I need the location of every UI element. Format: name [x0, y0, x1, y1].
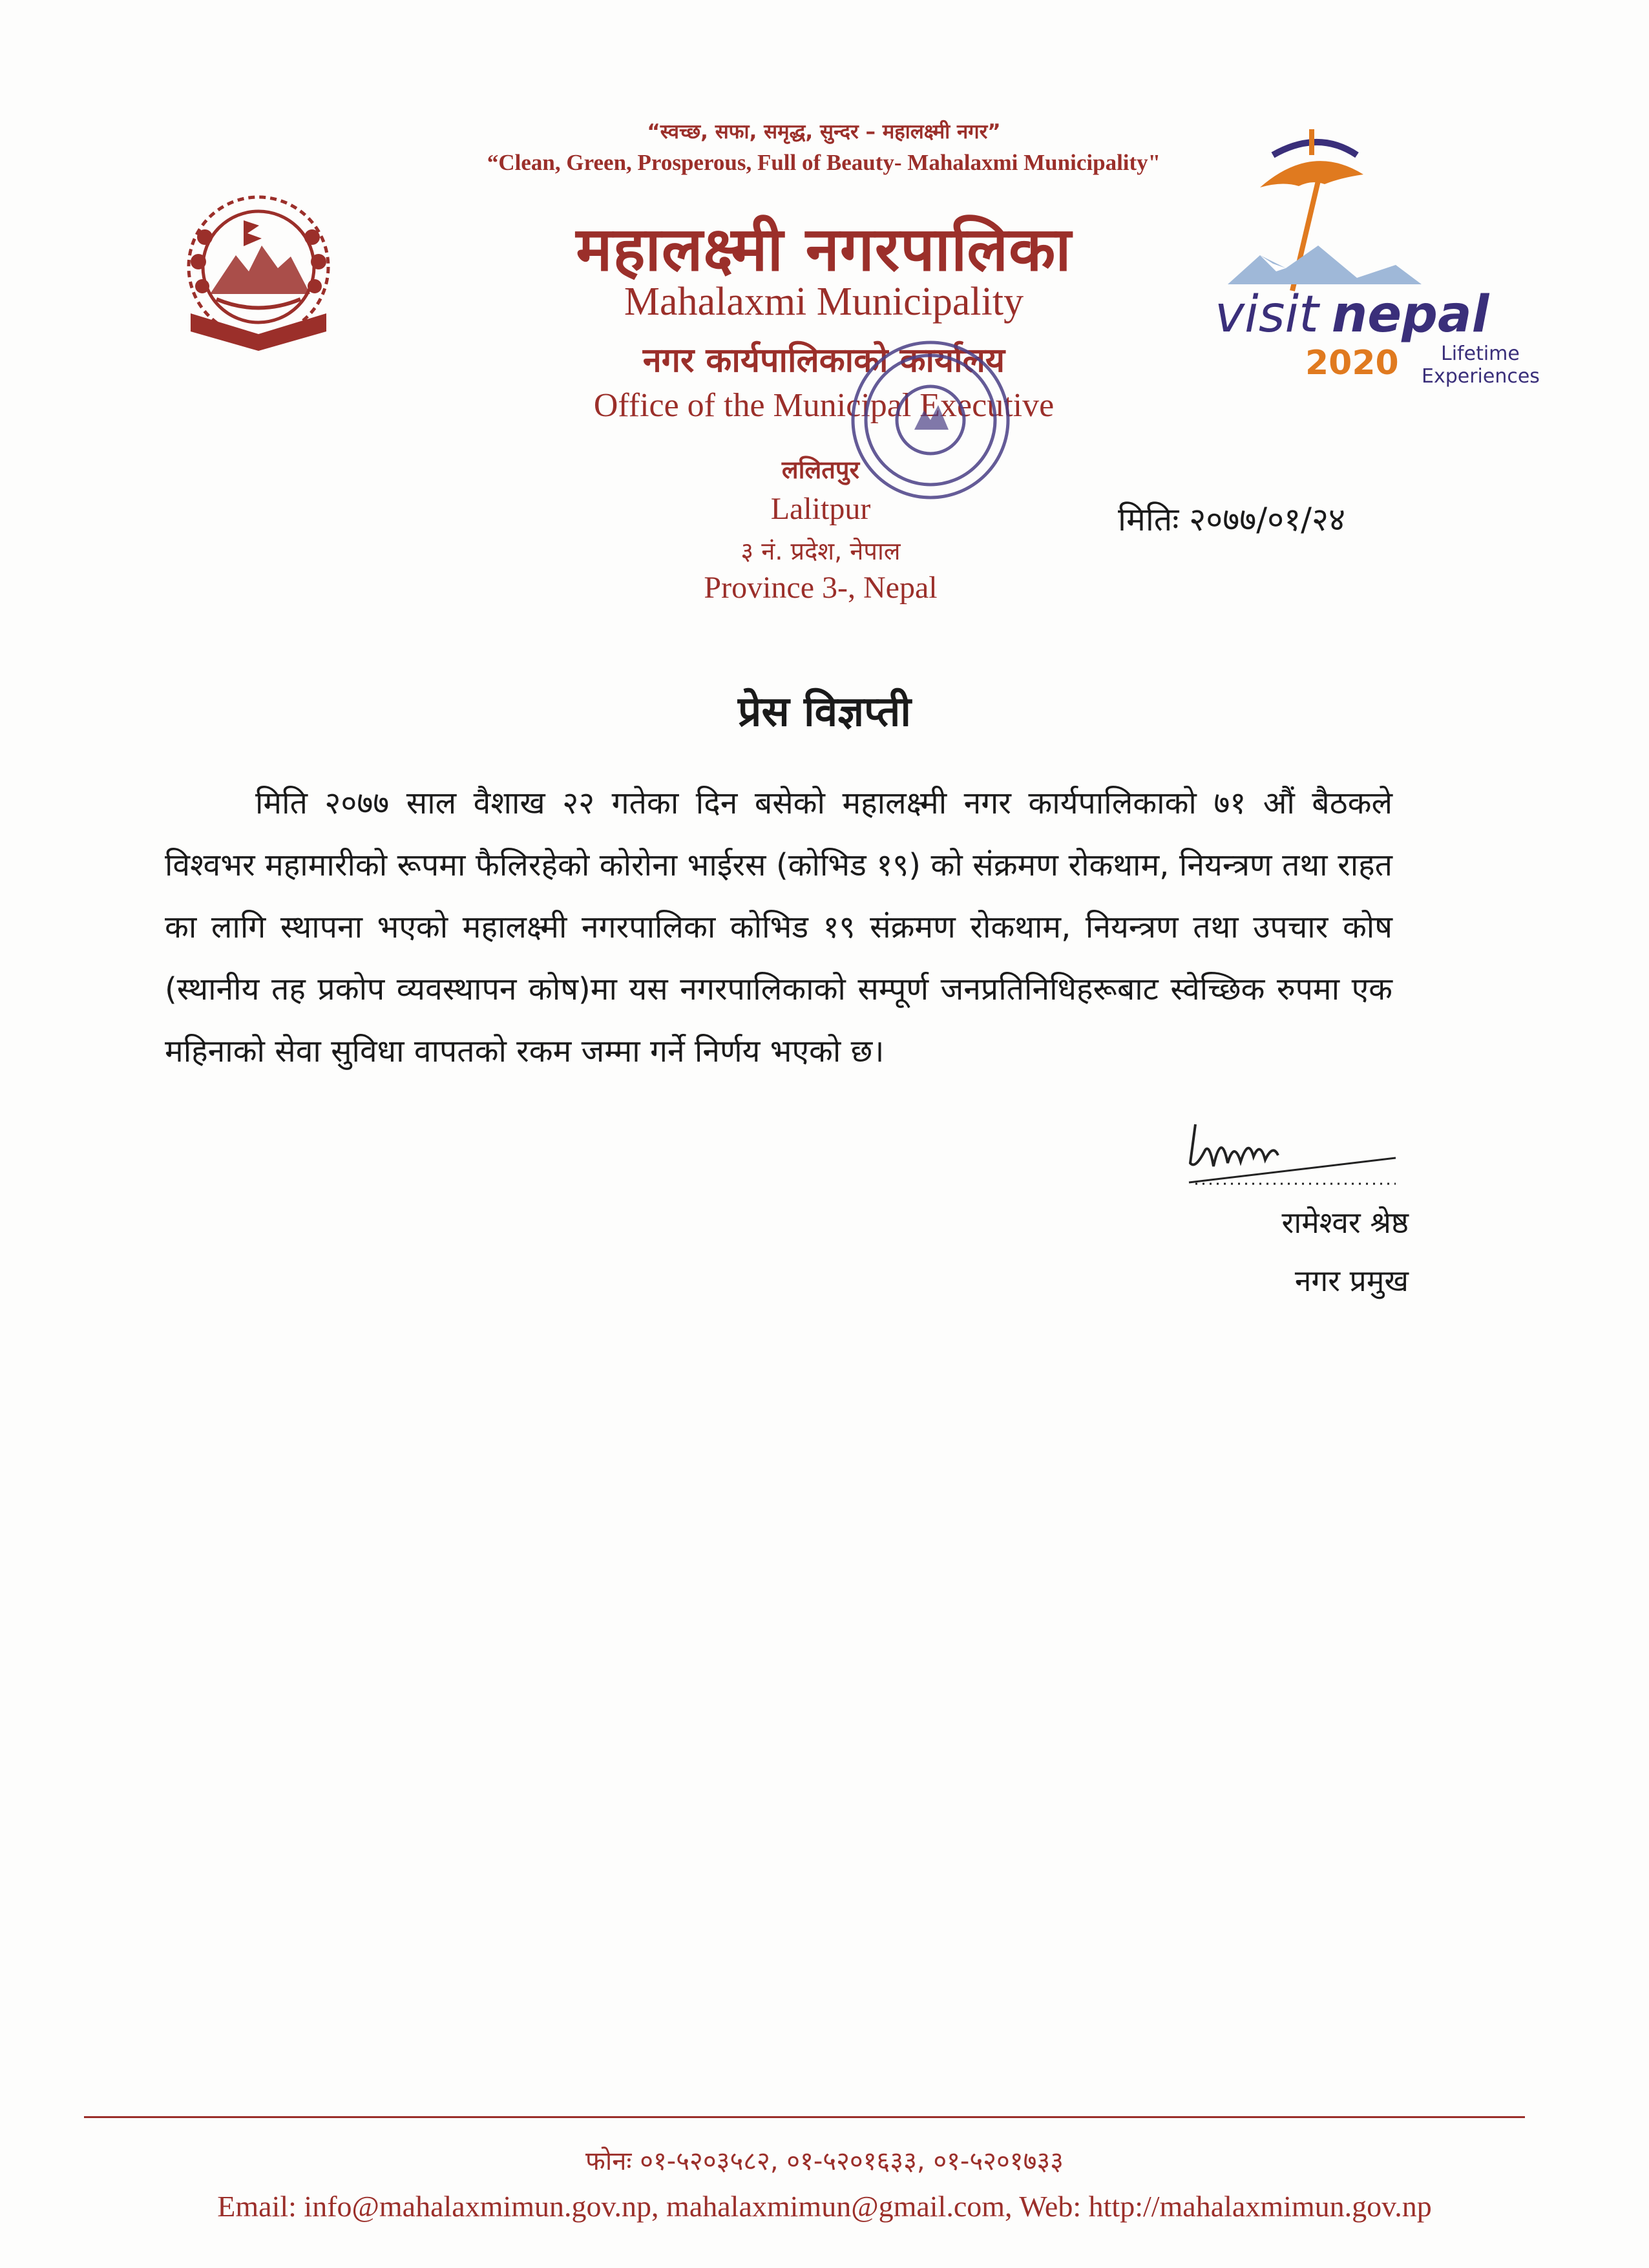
- visit-tagline-2: Experiences: [1422, 365, 1540, 388]
- signer-title: नगर प्रमुख: [1294, 1263, 1409, 1298]
- government-emblem-icon: [165, 184, 352, 359]
- office-name-english: Office of the Municipal Executive: [593, 387, 1055, 424]
- slogan-nepali: “स्वच्छ, सफा, समृद्ध, सुन्दर – महालक्ष्मी नगर”: [647, 120, 1001, 143]
- city-nepali: ललितपुर: [781, 456, 860, 484]
- visit-year: 2020: [1305, 344, 1399, 383]
- signer-name: रामेश्वर श्रेष्ठ: [1281, 1205, 1409, 1240]
- visit-word: visit: [1215, 286, 1319, 344]
- official-seal-stamp-icon: [834, 326, 1027, 514]
- city-english: Lalitpur: [770, 492, 871, 526]
- visit-tagline-1: Lifetime: [1441, 342, 1520, 365]
- office-name-nepali: नगर कार्यपालिकाको कार्यालय: [642, 341, 1005, 380]
- footer-contact-info: Email: info@mahalaxmimun.gov.np, mahalaxmimun@gmail.com, Web: http://mahalaxmimun.gov.np: [217, 2190, 1432, 2223]
- visit-nepal-2020-logo: [1215, 116, 1551, 394]
- nepal-word: nepal: [1331, 286, 1489, 344]
- municipality-name-nepali: महालक्ष्मी नगरपालिका: [576, 215, 1072, 285]
- document-date: मितिः २०७७/०१/२४: [1118, 501, 1345, 538]
- handwritten-signature-icon: [1176, 1105, 1409, 1195]
- municipality-name-english: Mahalaxmi Municipality: [624, 280, 1024, 324]
- footer-phone-numbers: फोनः ०१-५२०३५८२, ०१-५२०१६३३, ०१-५२०१७३३: [585, 2147, 1064, 2176]
- press-release-title: प्रेस विज्ञप्ती: [738, 688, 911, 736]
- province-english: Province 3-, Nepal: [704, 571, 938, 605]
- press-release-body: मिति २०७७ साल वैशाख २२ गतेका दिन बसेको महालक्ष्मी नगर कार्यपालिकाको ७१ औं बैठकले विश्वभर महामारीको रूपमा फैलिरहेको कोरोना भाईरस (कोभिड १९) को संक्रमण रोकथाम, नियन्त्रण तथा राहत का लागि स्थापना भएको महालक्ष्मी नगरपालिका कोभिड १९ संक्रमण रोकथाम, नियन्त्रण तथा उपचार कोष (स्थानीय तह प्रकोप व्यवस्थापन कोष)मा यस नगरपालिकाको सम्पूर्ण जनप्रतिनिधिहरूबाट स्वेच्छिक रुपमा एक महिनाको सेवा सुविधा वापतको रकम जम्मा गर्ने निर्णय भएको छ।: [165, 785, 1392, 1069]
- province-nepali: ३ नं. प्रदेश, नेपाल: [740, 537, 901, 565]
- footer-divider: [84, 2116, 1525, 2118]
- slogan-english: “Clean, Green, Prosperous, Full of Beauty- Mahalaxmi Municipality": [487, 150, 1161, 175]
